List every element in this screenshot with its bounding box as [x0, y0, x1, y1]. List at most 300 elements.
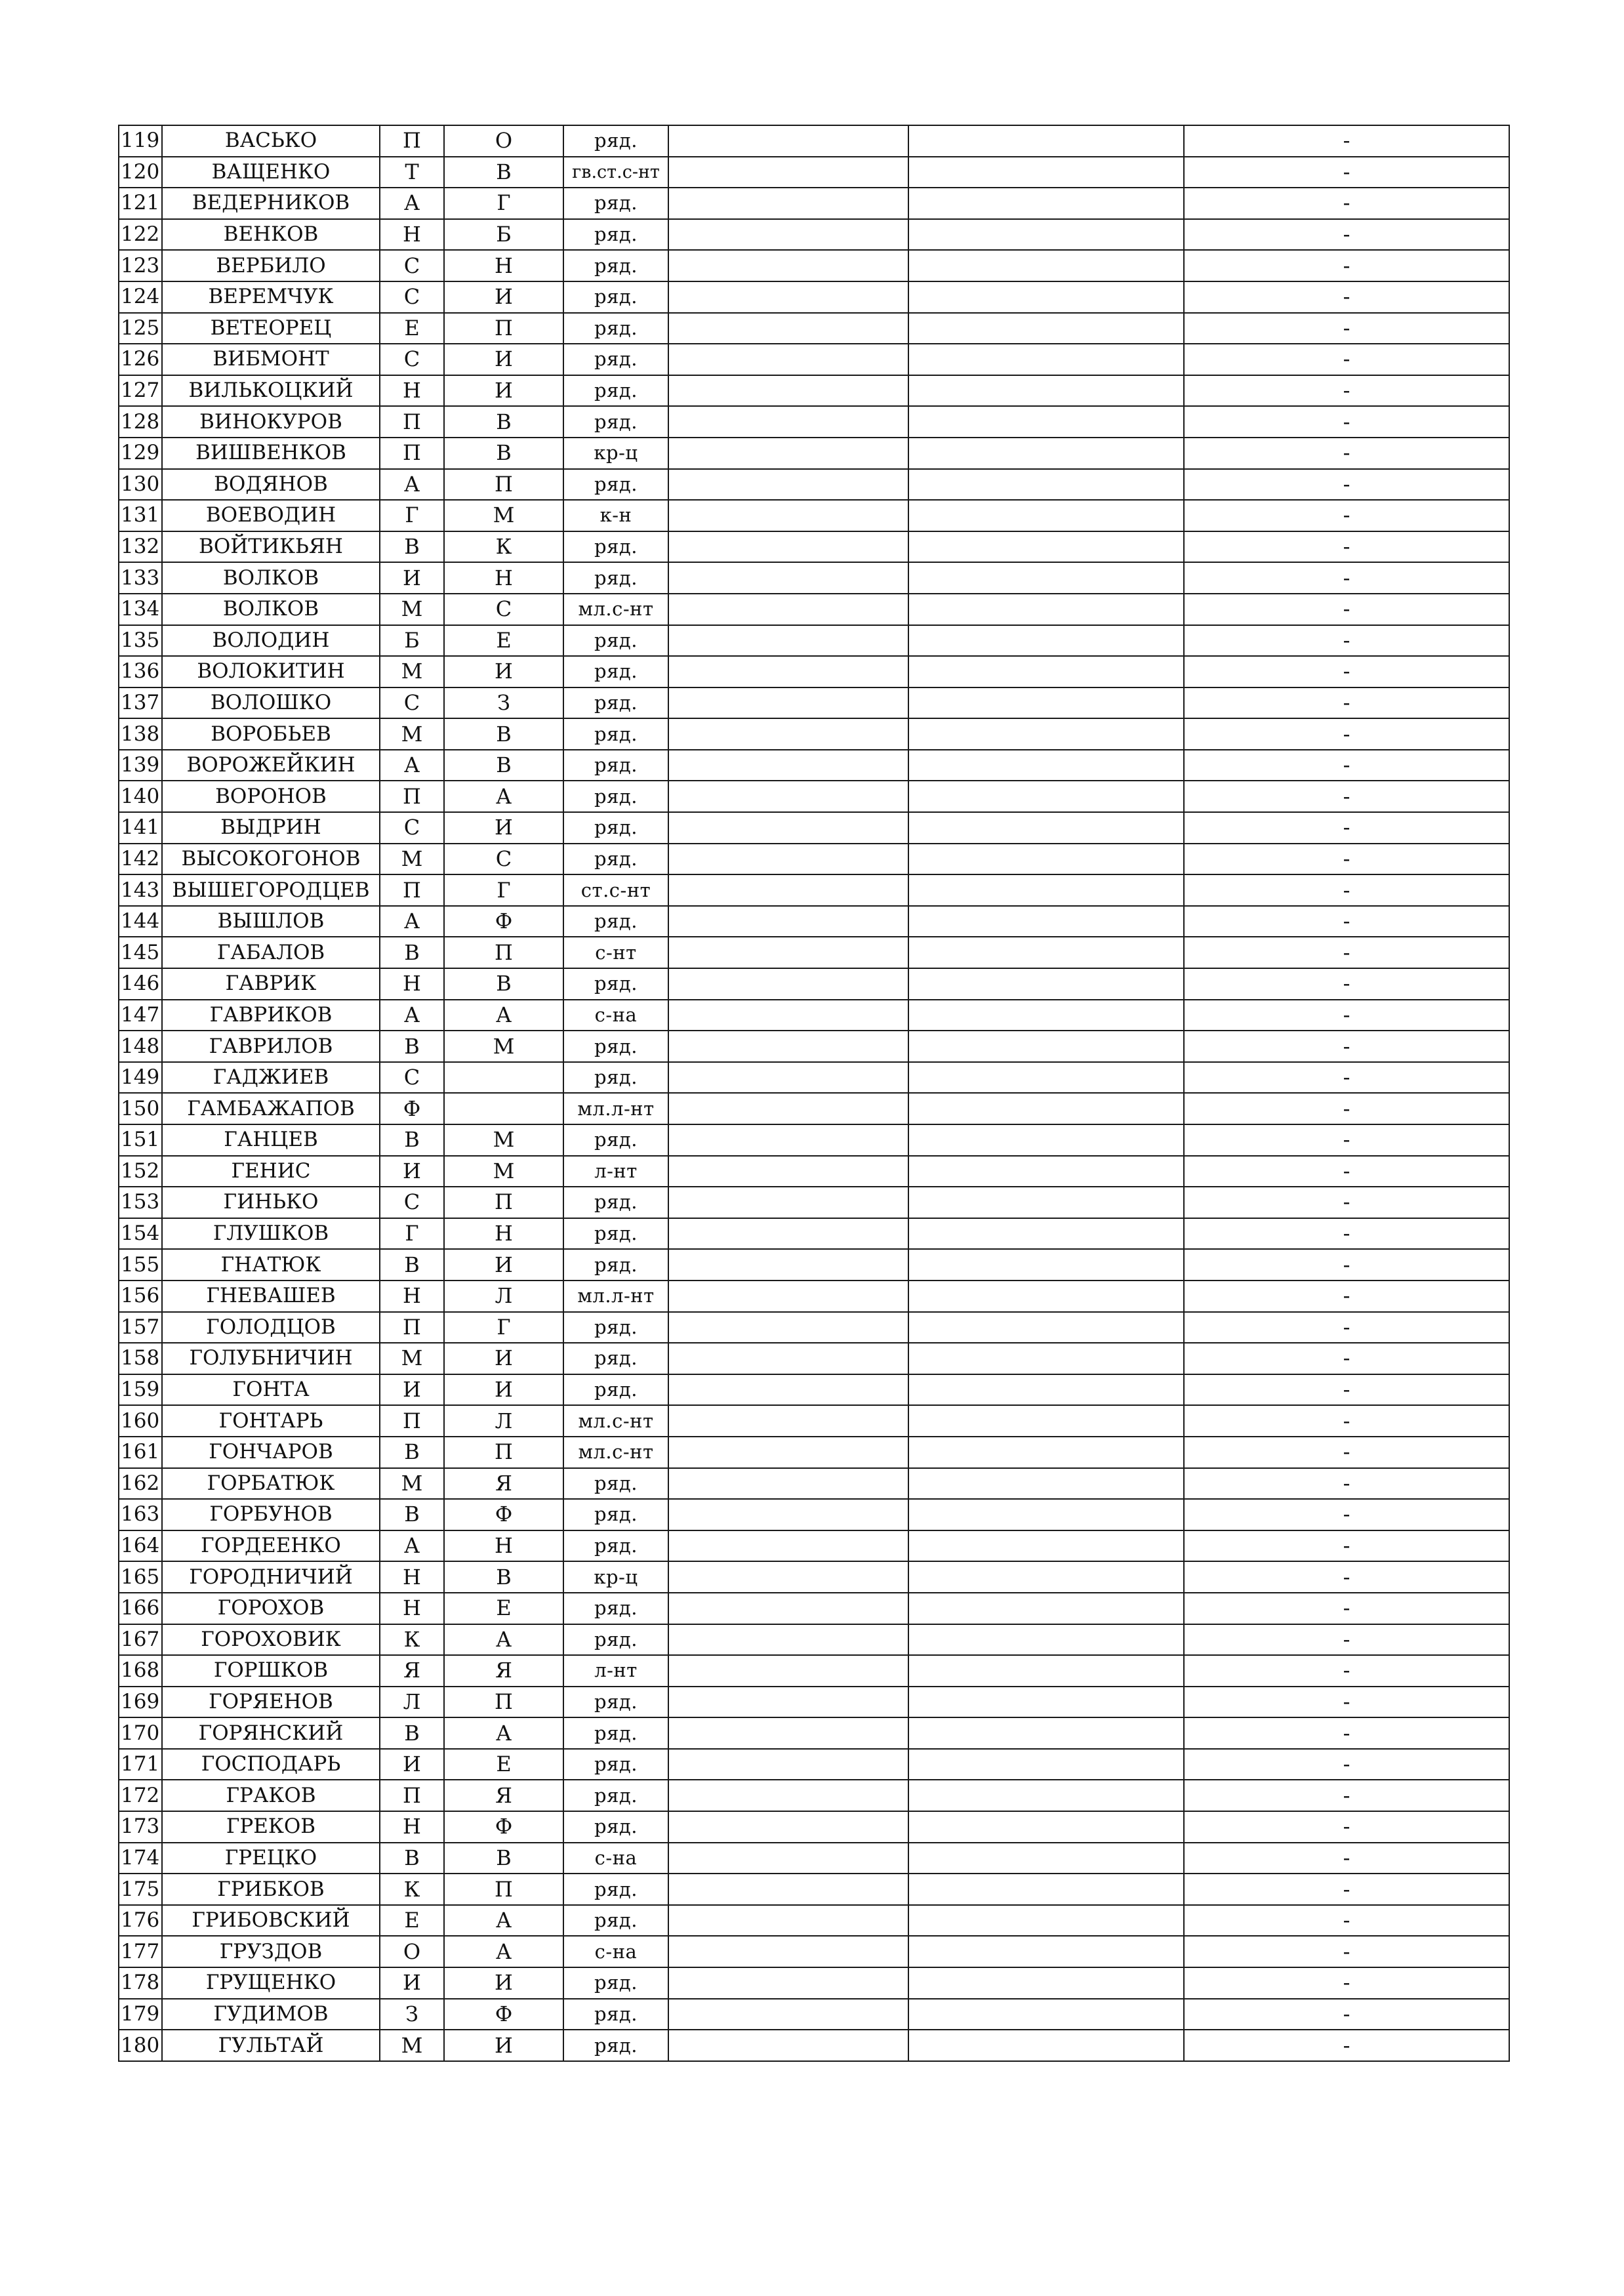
- surname-cell: ВАСЬКО: [162, 125, 380, 157]
- first-initial-cell: С: [380, 1062, 444, 1094]
- row-number-cell: 132: [119, 531, 162, 563]
- first-initial-cell: В: [380, 1031, 444, 1062]
- surname-cell: ГОРБАТЮК: [162, 1468, 380, 1500]
- surname-cell: ВЕРБИЛО: [162, 250, 380, 281]
- surname-cell: ГЛУШКОВ: [162, 1218, 380, 1250]
- surname-cell: ВОЛКОВ: [162, 594, 380, 625]
- first-initial-cell: А: [380, 906, 444, 937]
- patronymic-initial-cell: П: [444, 1437, 563, 1468]
- patronymic-initial-cell: Г: [444, 874, 563, 906]
- row-number-cell: 144: [119, 906, 162, 937]
- rank-cell: ряд.: [563, 406, 668, 438]
- surname-cell: ВОЛКОВ: [162, 562, 380, 594]
- first-initial-cell: В: [380, 1717, 444, 1749]
- first-initial-cell: В: [380, 1843, 444, 1874]
- patronymic-initial-cell: В: [444, 750, 563, 781]
- empty-cell: [908, 874, 1184, 906]
- first-initial-cell: Я: [380, 1655, 444, 1687]
- row-number-cell: 155: [119, 1249, 162, 1281]
- rank-cell: мл.с-нт: [563, 1405, 668, 1437]
- table-row: [119, 2030, 1509, 2061]
- empty-cell: [908, 531, 1184, 563]
- table-row: [119, 1624, 1509, 1656]
- row-number-cell: 119: [119, 125, 162, 157]
- surname-cell: ГАМБАЖАПОВ: [162, 1093, 380, 1124]
- surname-cell: ВОЛОШКО: [162, 687, 380, 719]
- dash-cell: -: [1184, 594, 1509, 625]
- empty-cell: [908, 281, 1184, 313]
- rank-cell: л-нт: [563, 1655, 668, 1687]
- empty-cell: [668, 562, 908, 594]
- empty-cell: [908, 250, 1184, 281]
- surname-cell: ГОРОХОВИК: [162, 1624, 380, 1656]
- first-initial-cell: В: [380, 1249, 444, 1281]
- roster-table: [118, 125, 1510, 2062]
- row-number-cell: 177: [119, 1936, 162, 1967]
- patronymic-initial-cell: Б: [444, 219, 563, 251]
- empty-cell: [908, 1624, 1184, 1656]
- dash-cell: -: [1184, 469, 1509, 501]
- empty-cell: [668, 656, 908, 687]
- row-number-cell: 171: [119, 1749, 162, 1780]
- rank-cell: кр-ц: [563, 1561, 668, 1593]
- rank-cell: ряд.: [563, 1218, 668, 1250]
- empty-cell: [908, 1780, 1184, 1811]
- empty-cell: [908, 656, 1184, 687]
- document-page: [118, 125, 1509, 2062]
- first-initial-cell: В: [380, 937, 444, 968]
- rank-cell: мл.л-нт: [563, 1093, 668, 1124]
- patronymic-initial-cell: Н: [444, 1218, 563, 1250]
- table-row: [119, 1468, 1509, 1500]
- row-number-cell: 122: [119, 219, 162, 251]
- table-row: [119, 1655, 1509, 1687]
- dash-cell: -: [1184, 1499, 1509, 1530]
- table-row: [119, 812, 1509, 844]
- dash-cell: -: [1184, 281, 1509, 313]
- row-number-cell: 146: [119, 968, 162, 1000]
- empty-cell: [908, 1655, 1184, 1687]
- dash-cell: -: [1184, 562, 1509, 594]
- row-number-cell: 167: [119, 1624, 162, 1656]
- first-initial-cell: О: [380, 1936, 444, 1967]
- patronymic-initial-cell: М: [444, 1031, 563, 1062]
- first-initial-cell: М: [380, 1343, 444, 1374]
- surname-cell: ГРИБКОВ: [162, 1874, 380, 1905]
- table-row: [119, 750, 1509, 781]
- empty-cell: [908, 1031, 1184, 1062]
- empty-cell: [908, 937, 1184, 968]
- empty-cell: [908, 1468, 1184, 1500]
- row-number-cell: 170: [119, 1717, 162, 1749]
- rank-cell: к-н: [563, 500, 668, 531]
- surname-cell: ГРЕЦКО: [162, 1843, 380, 1874]
- rank-cell: ряд.: [563, 1687, 668, 1718]
- patronymic-initial-cell: К: [444, 531, 563, 563]
- empty-cell: [668, 313, 908, 344]
- rank-cell: ряд.: [563, 1468, 668, 1500]
- patronymic-initial-cell: П: [444, 1687, 563, 1718]
- rank-cell: ряд.: [563, 1062, 668, 1094]
- surname-cell: ВОДЯНОВ: [162, 469, 380, 501]
- rank-cell: ряд.: [563, 1530, 668, 1562]
- surname-cell: ГОНТАРЬ: [162, 1405, 380, 1437]
- dash-cell: -: [1184, 1062, 1509, 1094]
- rank-cell: ряд.: [563, 844, 668, 875]
- row-number-cell: 151: [119, 1124, 162, 1156]
- empty-cell: [908, 1405, 1184, 1437]
- empty-cell: [668, 1811, 908, 1843]
- empty-cell: [908, 1530, 1184, 1562]
- first-initial-cell: Н: [380, 1593, 444, 1624]
- rank-cell: ряд.: [563, 1999, 668, 2030]
- table-row: [119, 1967, 1509, 1999]
- empty-cell: [668, 781, 908, 812]
- row-number-cell: 126: [119, 344, 162, 375]
- empty-cell: [668, 1749, 908, 1780]
- surname-cell: ГАВРИК: [162, 968, 380, 1000]
- empty-cell: [908, 1062, 1184, 1094]
- dash-cell: -: [1184, 1031, 1509, 1062]
- patronymic-initial-cell: Ф: [444, 1499, 563, 1530]
- first-initial-cell: Л: [380, 1687, 444, 1718]
- patronymic-initial-cell: И: [444, 1967, 563, 1999]
- rank-cell: ряд.: [563, 1499, 668, 1530]
- table-row: [119, 469, 1509, 501]
- rank-cell: мл.с-нт: [563, 594, 668, 625]
- rank-cell: ряд.: [563, 656, 668, 687]
- table-row: [119, 406, 1509, 438]
- table-row: [119, 125, 1509, 157]
- table-row: [119, 219, 1509, 251]
- first-initial-cell: М: [380, 2030, 444, 2061]
- first-initial-cell: М: [380, 844, 444, 875]
- empty-cell: [668, 1936, 908, 1967]
- patronymic-initial-cell: И: [444, 375, 563, 407]
- table-row: [119, 1530, 1509, 1562]
- first-initial-cell: С: [380, 687, 444, 719]
- empty-cell: [668, 1843, 908, 1874]
- first-initial-cell: Н: [380, 1811, 444, 1843]
- surname-cell: ВИШВЕНКОВ: [162, 438, 380, 469]
- empty-cell: [668, 1312, 908, 1343]
- empty-cell: [908, 1249, 1184, 1281]
- first-initial-cell: П: [380, 1405, 444, 1437]
- first-initial-cell: П: [380, 874, 444, 906]
- patronymic-initial-cell: [444, 1093, 563, 1124]
- surname-cell: ВЫДРИН: [162, 812, 380, 844]
- empty-cell: [668, 531, 908, 563]
- surname-cell: ГРУЩЕНКО: [162, 1967, 380, 1999]
- rank-cell: ряд.: [563, 1749, 668, 1780]
- empty-cell: [668, 1405, 908, 1437]
- empty-cell: [668, 1093, 908, 1124]
- patronymic-initial-cell: Л: [444, 1281, 563, 1312]
- table-row: [119, 1405, 1509, 1437]
- patronymic-initial-cell: И: [444, 2030, 563, 2061]
- first-initial-cell: В: [380, 531, 444, 563]
- row-number-cell: 130: [119, 469, 162, 501]
- empty-cell: [668, 1281, 908, 1312]
- patronymic-initial-cell: С: [444, 594, 563, 625]
- row-number-cell: 137: [119, 687, 162, 719]
- rank-cell: ряд.: [563, 313, 668, 344]
- empty-cell: [668, 968, 908, 1000]
- surname-cell: ВЕРЕМЧУК: [162, 281, 380, 313]
- row-number-cell: 142: [119, 844, 162, 875]
- first-initial-cell: Ф: [380, 1093, 444, 1124]
- patronymic-initial-cell: В: [444, 718, 563, 750]
- dash-cell: -: [1184, 1437, 1509, 1468]
- rank-cell: ряд.: [563, 219, 668, 251]
- row-number-cell: 138: [119, 718, 162, 750]
- rank-cell: ряд.: [563, 1031, 668, 1062]
- first-initial-cell: А: [380, 1530, 444, 1562]
- dash-cell: -: [1184, 750, 1509, 781]
- table-row: [119, 1093, 1509, 1124]
- rank-cell: ряд.: [563, 1780, 668, 1811]
- table-row: [119, 718, 1509, 750]
- surname-cell: ГОЛОДЦОВ: [162, 1312, 380, 1343]
- table-row: [119, 1780, 1509, 1811]
- table-row: [119, 874, 1509, 906]
- row-number-cell: 129: [119, 438, 162, 469]
- dash-cell: -: [1184, 1874, 1509, 1905]
- dash-cell: -: [1184, 1561, 1509, 1593]
- empty-cell: [668, 1593, 908, 1624]
- surname-cell: ГОНТА: [162, 1374, 380, 1406]
- table-row: [119, 1374, 1509, 1406]
- table-row: [119, 1343, 1509, 1374]
- patronymic-initial-cell: И: [444, 1249, 563, 1281]
- patronymic-initial-cell: С: [444, 844, 563, 875]
- patronymic-initial-cell: П: [444, 469, 563, 501]
- first-initial-cell: П: [380, 125, 444, 157]
- patronymic-initial-cell: Ф: [444, 1811, 563, 1843]
- first-initial-cell: И: [380, 562, 444, 594]
- dash-cell: -: [1184, 1343, 1509, 1374]
- first-initial-cell: И: [380, 1374, 444, 1406]
- patronymic-initial-cell: Н: [444, 562, 563, 594]
- empty-cell: [668, 1717, 908, 1749]
- rank-cell: л-нт: [563, 1156, 668, 1187]
- empty-cell: [668, 375, 908, 407]
- dash-cell: -: [1184, 250, 1509, 281]
- patronymic-initial-cell: Я: [444, 1655, 563, 1687]
- empty-cell: [668, 1530, 908, 1562]
- rank-cell: ряд.: [563, 1624, 668, 1656]
- empty-cell: [668, 469, 908, 501]
- surname-cell: ГОНЧАРОВ: [162, 1437, 380, 1468]
- row-number-cell: 145: [119, 937, 162, 968]
- empty-cell: [908, 219, 1184, 251]
- row-number-cell: 153: [119, 1187, 162, 1218]
- patronymic-initial-cell: В: [444, 438, 563, 469]
- roster-table-body: [119, 125, 1509, 2061]
- rank-cell: ряд.: [563, 250, 668, 281]
- surname-cell: ВОРОЖЕЙКИН: [162, 750, 380, 781]
- first-initial-cell: К: [380, 1624, 444, 1656]
- dash-cell: -: [1184, 1999, 1509, 2030]
- patronymic-initial-cell: В: [444, 968, 563, 1000]
- rank-cell: ряд.: [563, 906, 668, 937]
- dash-cell: -: [1184, 1811, 1509, 1843]
- table-row: [119, 250, 1509, 281]
- patronymic-initial-cell: Е: [444, 1593, 563, 1624]
- empty-cell: [908, 1437, 1184, 1468]
- dash-cell: -: [1184, 1967, 1509, 1999]
- surname-cell: ГОРОХОВ: [162, 1593, 380, 1624]
- empty-cell: [908, 906, 1184, 937]
- empty-cell: [908, 750, 1184, 781]
- dash-cell: -: [1184, 687, 1509, 719]
- empty-cell: [668, 157, 908, 188]
- patronymic-initial-cell: В: [444, 157, 563, 188]
- first-initial-cell: Е: [380, 313, 444, 344]
- empty-cell: [908, 1749, 1184, 1780]
- first-initial-cell: П: [380, 1780, 444, 1811]
- empty-cell: [668, 906, 908, 937]
- patronymic-initial-cell: А: [444, 1936, 563, 1967]
- patronymic-initial-cell: И: [444, 1374, 563, 1406]
- table-row: [119, 937, 1509, 968]
- rank-cell: гв.ст.с-нт: [563, 157, 668, 188]
- surname-cell: ГНАТЮК: [162, 1249, 380, 1281]
- patronymic-initial-cell: П: [444, 937, 563, 968]
- first-initial-cell: С: [380, 250, 444, 281]
- row-number-cell: 135: [119, 625, 162, 657]
- surname-cell: ВЕТЕОРЕЦ: [162, 313, 380, 344]
- empty-cell: [908, 469, 1184, 501]
- empty-cell: [908, 375, 1184, 407]
- rank-cell: ряд.: [563, 531, 668, 563]
- dash-cell: -: [1184, 125, 1509, 157]
- patronymic-initial-cell: В: [444, 406, 563, 438]
- dash-cell: -: [1184, 406, 1509, 438]
- first-initial-cell: Б: [380, 625, 444, 657]
- patronymic-initial-cell: И: [444, 1343, 563, 1374]
- first-initial-cell: П: [380, 438, 444, 469]
- empty-cell: [908, 625, 1184, 657]
- empty-cell: [668, 438, 908, 469]
- surname-cell: ГОРЯЕНОВ: [162, 1687, 380, 1718]
- row-number-cell: 178: [119, 1967, 162, 1999]
- row-number-cell: 162: [119, 1468, 162, 1500]
- surname-cell: ГОРБУНОВ: [162, 1499, 380, 1530]
- rank-cell: ряд.: [563, 1312, 668, 1343]
- surname-cell: ВИЛЬКОЦКИЙ: [162, 375, 380, 407]
- empty-cell: [668, 344, 908, 375]
- first-initial-cell: М: [380, 1468, 444, 1500]
- table-row: [119, 1749, 1509, 1780]
- row-number-cell: 180: [119, 2030, 162, 2061]
- dash-cell: -: [1184, 1717, 1509, 1749]
- row-number-cell: 174: [119, 1843, 162, 1874]
- empty-cell: [668, 1687, 908, 1718]
- table-row: [119, 313, 1509, 344]
- table-row: [119, 375, 1509, 407]
- rank-cell: мл.л-нт: [563, 1281, 668, 1312]
- dash-cell: -: [1184, 1374, 1509, 1406]
- empty-cell: [908, 1967, 1184, 1999]
- dash-cell: -: [1184, 656, 1509, 687]
- patronymic-initial-cell: П: [444, 1874, 563, 1905]
- empty-cell: [908, 1999, 1184, 2030]
- patronymic-initial-cell: А: [444, 1000, 563, 1031]
- row-number-cell: 165: [119, 1561, 162, 1593]
- patronymic-initial-cell: Ф: [444, 906, 563, 937]
- empty-cell: [908, 1312, 1184, 1343]
- first-initial-cell: Г: [380, 500, 444, 531]
- patronymic-initial-cell: В: [444, 1843, 563, 1874]
- patronymic-initial-cell: М: [444, 1124, 563, 1156]
- dash-cell: -: [1184, 1156, 1509, 1187]
- table-row: [119, 594, 1509, 625]
- table-row: [119, 1249, 1509, 1281]
- rank-cell: с-на: [563, 1843, 668, 1874]
- empty-cell: [908, 438, 1184, 469]
- table-row: [119, 1561, 1509, 1593]
- empty-cell: [668, 812, 908, 844]
- row-number-cell: 172: [119, 1780, 162, 1811]
- dash-cell: -: [1184, 1249, 1509, 1281]
- row-number-cell: 169: [119, 1687, 162, 1718]
- dash-cell: -: [1184, 1218, 1509, 1250]
- empty-cell: [668, 687, 908, 719]
- patronymic-initial-cell: Г: [444, 1312, 563, 1343]
- empty-cell: [908, 1124, 1184, 1156]
- surname-cell: ГЕНИС: [162, 1156, 380, 1187]
- dash-cell: -: [1184, 1312, 1509, 1343]
- table-row: [119, 157, 1509, 188]
- empty-cell: [908, 1343, 1184, 1374]
- first-initial-cell: М: [380, 718, 444, 750]
- patronymic-initial-cell: М: [444, 500, 563, 531]
- row-number-cell: 125: [119, 313, 162, 344]
- rank-cell: с-нт: [563, 937, 668, 968]
- first-initial-cell: И: [380, 1967, 444, 1999]
- empty-cell: [908, 1717, 1184, 1749]
- table-row: [119, 344, 1509, 375]
- empty-cell: [908, 1843, 1184, 1874]
- empty-cell: [908, 562, 1184, 594]
- row-number-cell: 120: [119, 157, 162, 188]
- first-initial-cell: Н: [380, 1561, 444, 1593]
- dash-cell: -: [1184, 1687, 1509, 1718]
- rank-cell: ряд.: [563, 281, 668, 313]
- table-row: [119, 1687, 1509, 1718]
- rank-cell: ряд.: [563, 125, 668, 157]
- rank-cell: ряд.: [563, 812, 668, 844]
- row-number-cell: 141: [119, 812, 162, 844]
- dash-cell: -: [1184, 874, 1509, 906]
- table-row: [119, 1124, 1509, 1156]
- empty-cell: [908, 1593, 1184, 1624]
- empty-cell: [908, 812, 1184, 844]
- table-row: [119, 438, 1509, 469]
- patronymic-initial-cell: М: [444, 1156, 563, 1187]
- dash-cell: -: [1184, 1655, 1509, 1687]
- patronymic-initial-cell: Я: [444, 1468, 563, 1500]
- row-number-cell: 175: [119, 1874, 162, 1905]
- rank-cell: кр-ц: [563, 438, 668, 469]
- dash-cell: -: [1184, 2030, 1509, 2061]
- table-row: [119, 562, 1509, 594]
- table-row: [119, 781, 1509, 812]
- rank-cell: с-на: [563, 1000, 668, 1031]
- empty-cell: [668, 406, 908, 438]
- dash-cell: -: [1184, 781, 1509, 812]
